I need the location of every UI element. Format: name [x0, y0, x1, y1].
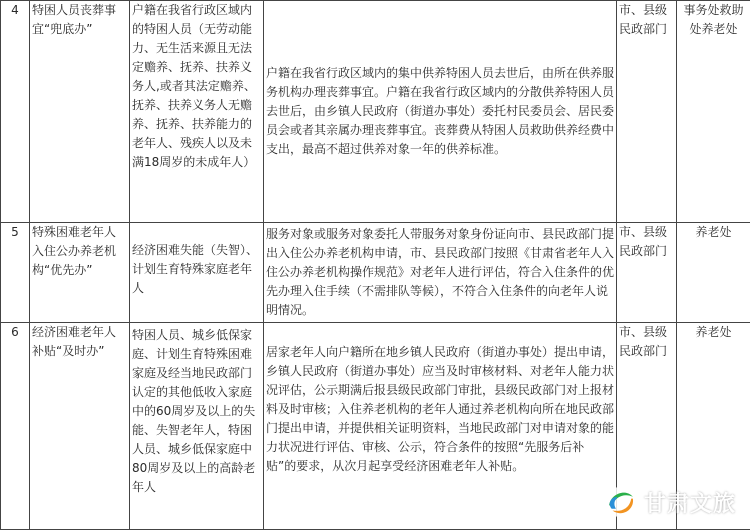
table-row: [1, 223, 750, 323]
service-content: 户籍在我省行政区域内的集中供养特困人员去世后，由所在供养服务机构办理丧葬事宜。户籍在我省行政区域内的分散供养特困人员去世后，由乡镇人民政府（街道办事处）委托村民委员会、居民委员会或者其亲属办理丧葬事宜。丧葬费从特困人员救助供养经费中支出，最高不超过供养对象一年的供养标准。: [264, 1, 617, 223]
table-row: [1, 1, 750, 223]
service-content: 服务对象或服务对象委托人带服务对象身份证向市、县民政部门提出入住公办养老机构申请，市、县民政部门按照《甘肃省老年人入住公办养老机构操作规范》对老年人进行评估，符合入住条件的优先办理入住手续（不需排队等候），不符合入住条件的向老年人说明情况。: [264, 223, 617, 323]
service-target: 经济困难失能（失智）、计划生育特殊家庭老年人: [130, 223, 264, 323]
responsible-office: 事务处救助处养老处: [677, 1, 750, 223]
swirl-logo-icon: [604, 485, 638, 519]
item-name: 特困人员丧葬事宜“兜底办”: [30, 1, 130, 223]
item-name: 经济困难老年人补贴“及时办”: [30, 323, 130, 530]
service-target: 特困人员、城乡低保家庭、计划生育特殊困难家庭及经当地民政部门认定的其他低收入家庭中的60周岁及以上的失能、失智老年人，特困人员、城乡低保家庭中80周岁及以上的高龄老年人: [130, 323, 264, 530]
item-name: 特殊困难老年人入住公办养老机构“优先办”: [30, 223, 130, 323]
service-target: 户籍在我省行政区域内的特困人员（无劳动能力、无生活来源且无法定赡养、抚养、扶养义务人,或者其法定赡养、抚养、扶养义务人无赡养、抚养、扶养能力的老年人、残疾人以及未满18周岁的未成年人）: [130, 1, 264, 223]
watermark: [604, 485, 736, 519]
responsible-office: 养老处: [677, 223, 750, 323]
watermark-text: 甘肃文旅: [644, 487, 736, 518]
responsible-department: 市、县级民政部门: [617, 1, 677, 223]
row-index: 5: [1, 223, 30, 323]
responsible-department: 市、县级民政部门: [617, 223, 677, 323]
row-index: 6: [1, 323, 30, 530]
responsible-department: 市、县级民政部门: [617, 323, 677, 530]
service-content: 居家老年人向户籍所在地乡镇人民政府（街道办事处）提出申请，乡镇人民政府（街道办事处）应当及时审核材料、对老年人能力状况评估，公示期满后报县级民政部门审批，县级民政部门对上报材料及时审核；入住养老机构的老年人通过养老机构向所在地民政部门提出申请，并提供相关证明资料，当地民政部门对申请对象的能力状况进行评估、审核、公示，符合条件的按照“先服务后补贴”的要求，从次月起享受经济困难老年人补贴。: [264, 323, 617, 530]
row-index: 4: [1, 1, 30, 223]
responsible-office: 养老处: [677, 323, 750, 530]
